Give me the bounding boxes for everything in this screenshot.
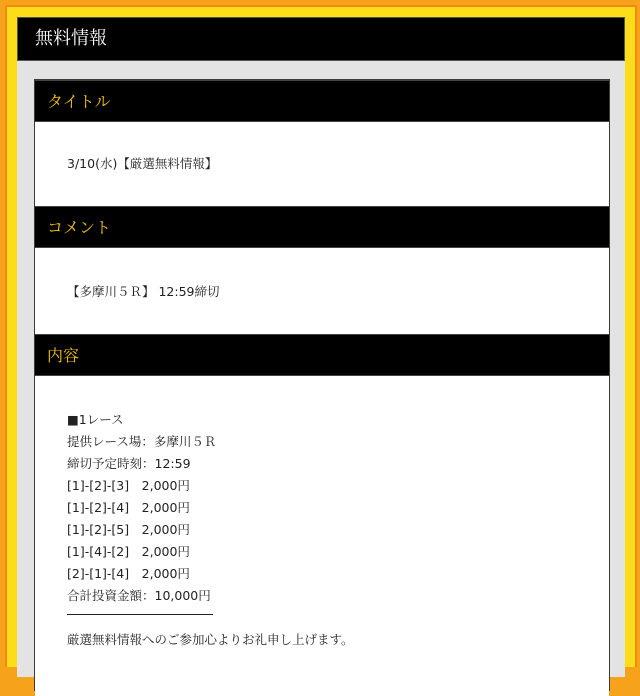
closing-text: 厳選無料情報へのご参加心よりお礼申し上げます。 (67, 632, 354, 647)
section-header-content: 内容 (35, 334, 609, 376)
content-line: ■1レース (67, 412, 124, 427)
page-title: 無料情報 (17, 17, 625, 61)
content-line: 合計投資金額：10,000円 (67, 588, 211, 603)
content-line: [1]-[2]-[4] 2,000円 (67, 500, 190, 515)
info-card (34, 79, 610, 691)
section-header-comment: コメント (35, 206, 609, 248)
section-header-title: タイトル (35, 80, 609, 122)
section-body-content (35, 376, 609, 696)
page-frame (5, 5, 637, 667)
section-body-title (35, 122, 609, 206)
content-line: [1]-[2]-[3] 2,000円 (67, 478, 190, 493)
content-line: 締切予定時刻：12:59 (67, 456, 191, 471)
content-line: [2]-[1]-[4] 2,000円 (67, 566, 190, 581)
free-info-panel (17, 17, 625, 677)
title-text: 3/10(水)【厳選無料情報】 (67, 156, 218, 171)
content-line: [1]-[2]-[5] 2,000円 (67, 522, 190, 537)
divider-line (67, 614, 213, 615)
content-line: 提供レース場：多摩川５Ｒ (67, 434, 217, 449)
content-line: [1]-[4]-[2] 2,000円 (67, 544, 190, 559)
section-body-comment (35, 248, 609, 334)
comment-text: 【多摩川５Ｒ】 12:59締切 (67, 284, 220, 299)
